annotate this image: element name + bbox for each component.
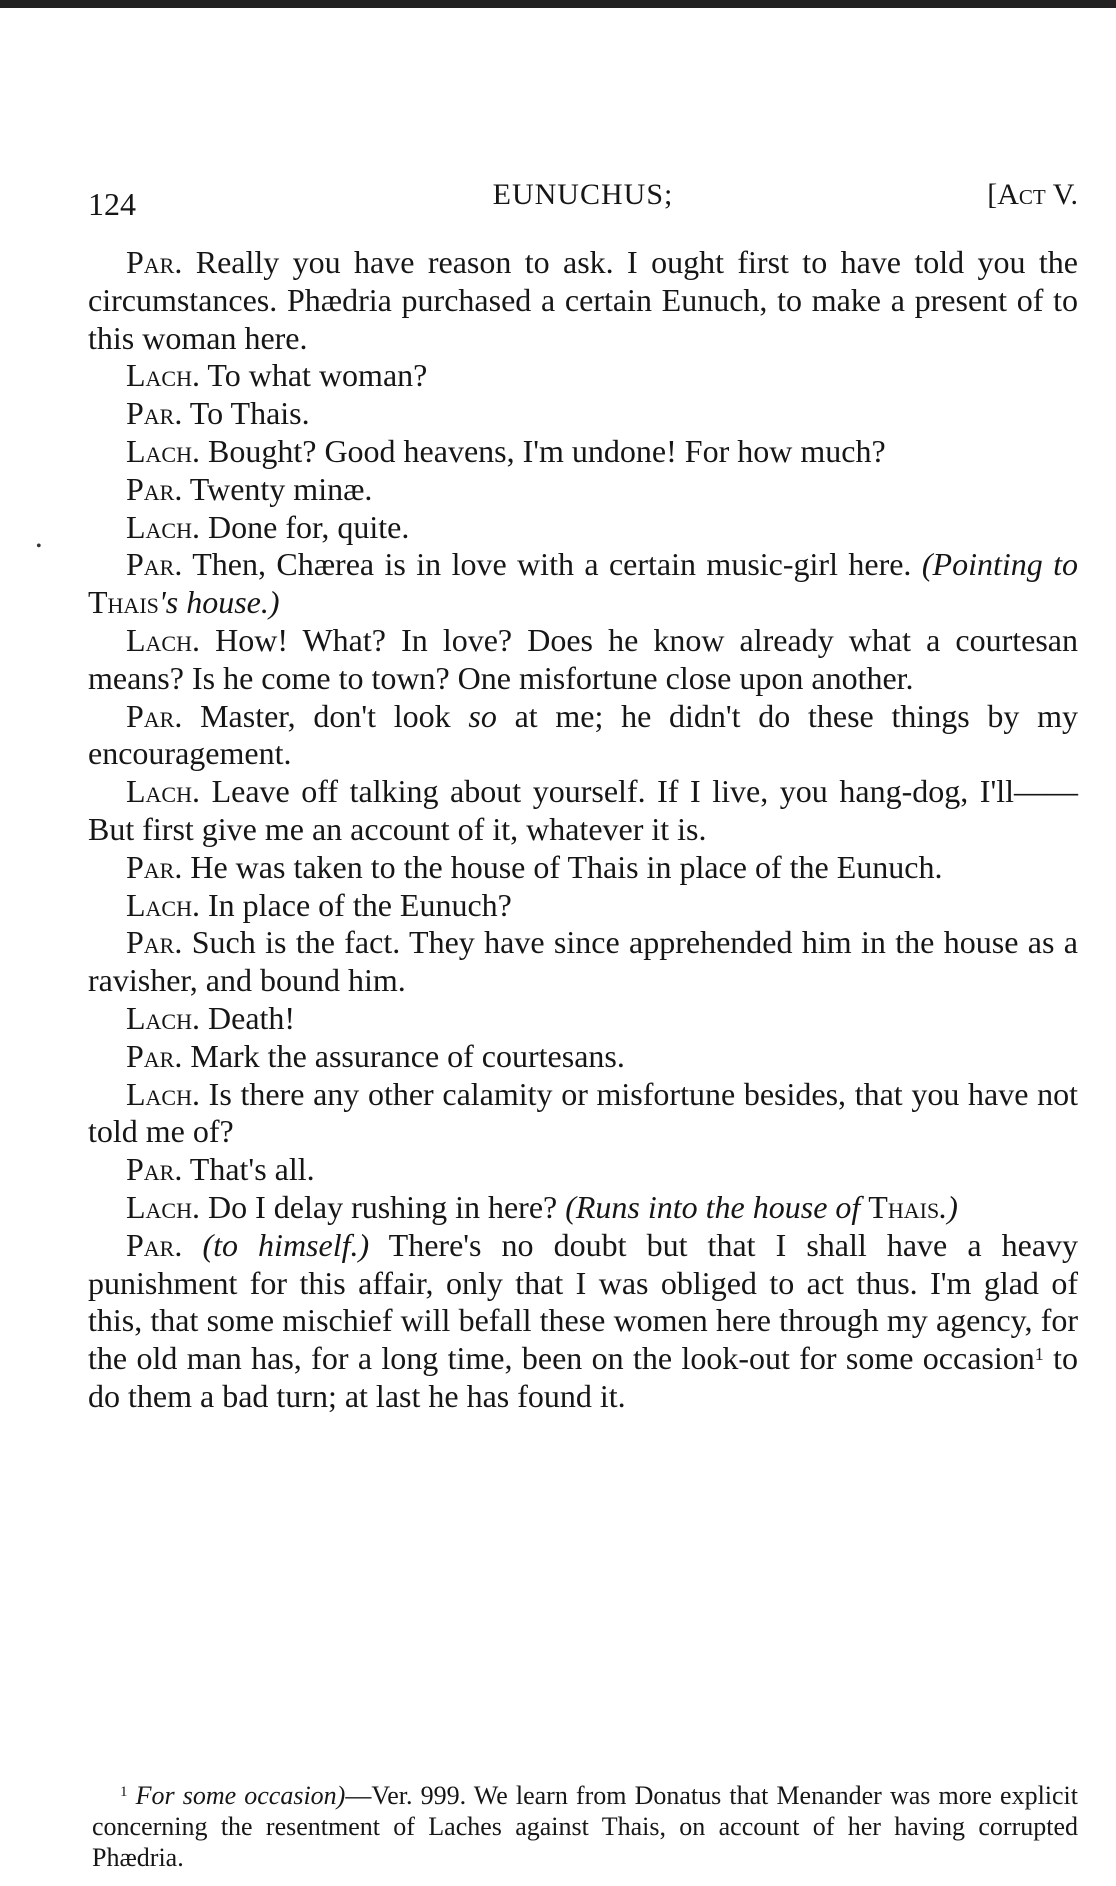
dialogue-text — [88, 244, 1078, 1416]
speech-2 — [88, 357, 1078, 395]
speech-15 — [88, 1038, 1078, 1076]
speech-11 — [88, 849, 1078, 887]
speech-text: To what woman? — [207, 357, 428, 394]
speaker: Par. — [126, 546, 183, 583]
speaker: Lach. — [126, 1188, 200, 1225]
speech-text: Do I delay rushing in here? — [208, 1188, 558, 1225]
stage-direction: (Runs into the house of Thais.) — [565, 1188, 958, 1225]
speaker: Par. — [126, 1226, 183, 1263]
speech-13 — [88, 924, 1078, 1000]
speech-4 — [88, 433, 1078, 471]
speaker: Lach. — [126, 1075, 200, 1112]
speaker: Par. — [126, 924, 183, 961]
speaker: Lach. — [126, 886, 200, 923]
speaker: Par. — [126, 848, 183, 885]
margin-mark: • — [36, 538, 42, 555]
speech-text: Bought? Good heavens, I'm undone! For how much? — [208, 432, 886, 469]
speech-text: Leave off talking about yourself. If I live, you hang-dog, I'll—— But first give me an account of it, whatever it is. — [88, 773, 1079, 847]
speaker: Lach. — [126, 999, 200, 1036]
act-indicator — [987, 178, 1078, 212]
page-number: 124 — [88, 186, 136, 222]
speech-text: In place of the Eunuch? — [208, 886, 512, 923]
speaker: Lach. — [126, 773, 200, 810]
stage-direction: (Pointing to Thais's house.) — [88, 546, 1079, 621]
speech-text: Really you have reason to ask. I ought first to have told you the circumstances. Phædria purchased a certain Eunuch, to make a present of to this woman here. — [88, 244, 1079, 356]
speech-text: Twenty minæ. — [189, 470, 373, 507]
speech-text: Death! — [208, 999, 296, 1036]
speech-16 — [88, 1076, 1078, 1152]
speaker: Par. — [126, 1037, 183, 1074]
speech-7 — [88, 546, 1078, 622]
speech-text: Master, don't look so at me; he didn't do these things by my encouragement. — [88, 697, 1079, 772]
footnote — [92, 1780, 1078, 1873]
speaker: Par. — [126, 1151, 183, 1188]
speech-17 — [88, 1151, 1078, 1189]
speech-8 — [88, 622, 1078, 698]
speaker: Par. — [126, 244, 183, 280]
footnote-text: —Ver. 999. We learn from Donatus that Menander was more explicit concerning the resentment of Laches against Thais, on account of her having corrupted Phædria. — [92, 1781, 1078, 1872]
speech-text: That's all. — [189, 1151, 315, 1188]
speech-14 — [88, 1000, 1078, 1038]
speaker: Par. — [126, 697, 183, 734]
speaker: Lach. — [126, 432, 200, 469]
speech-1 — [88, 244, 1078, 357]
speech-text: Done for, quite. — [208, 508, 410, 545]
speech-9 — [88, 698, 1078, 774]
speech-10 — [88, 773, 1078, 849]
speech-text: Then, Chærea is in love with a certain music-girl here. — [192, 546, 912, 583]
speaker: Lach. — [126, 357, 200, 394]
speech-5 — [88, 471, 1078, 509]
speech-text: Mark the assurance of courtesans. — [190, 1037, 625, 1074]
speech-18 — [88, 1189, 1078, 1227]
top-rule — [0, 0, 1116, 8]
footnote-marker: 1 — [120, 1784, 128, 1800]
speech-12 — [88, 887, 1078, 925]
speech-text: There's no doubt but that I shall have a heavy punishment for this affair, only that I was obliged to act thus. I'm glad of this, that some mischief will befall these women here through my agency, for the old man has, for a long time, been on the look-out for some occasion$^1$ to do them a bad turn; at last he has found it. — [88, 1226, 1079, 1414]
stage-direction: (to himself.) — [202, 1226, 370, 1263]
act-bracket: [ — [987, 178, 998, 211]
speaker: Lach. — [126, 621, 200, 658]
running-title: EUNUCHUS; — [492, 178, 674, 211]
running-header — [88, 178, 1078, 226]
speech-3 — [88, 395, 1078, 433]
footnote-lemma: For some occasion) — [135, 1781, 346, 1810]
speech-19 — [88, 1227, 1078, 1416]
speech-6 — [88, 509, 1078, 547]
act-label: Act V. — [997, 178, 1078, 211]
speech-text: How! What? In love? Does he know already what a courtesan means? Is he come to town? One misfortune close upon another. — [88, 621, 1079, 696]
speaker: Par. — [126, 470, 183, 507]
speech-text: To Thais. — [189, 395, 310, 432]
speech-text: Is there any other calamity or misfortune besides, that you have not told me of? — [88, 1075, 1079, 1150]
speaker: Par. — [126, 395, 183, 432]
speaker: Lach. — [126, 508, 200, 545]
speech-text: He was taken to the house of Thais in place of the Eunuch. — [190, 848, 943, 885]
speech-text: Such is the fact. They have since apprehended him in the house as a ravisher, and bound him. — [88, 924, 1079, 999]
footnote-ref: 1 — [1034, 1344, 1044, 1365]
